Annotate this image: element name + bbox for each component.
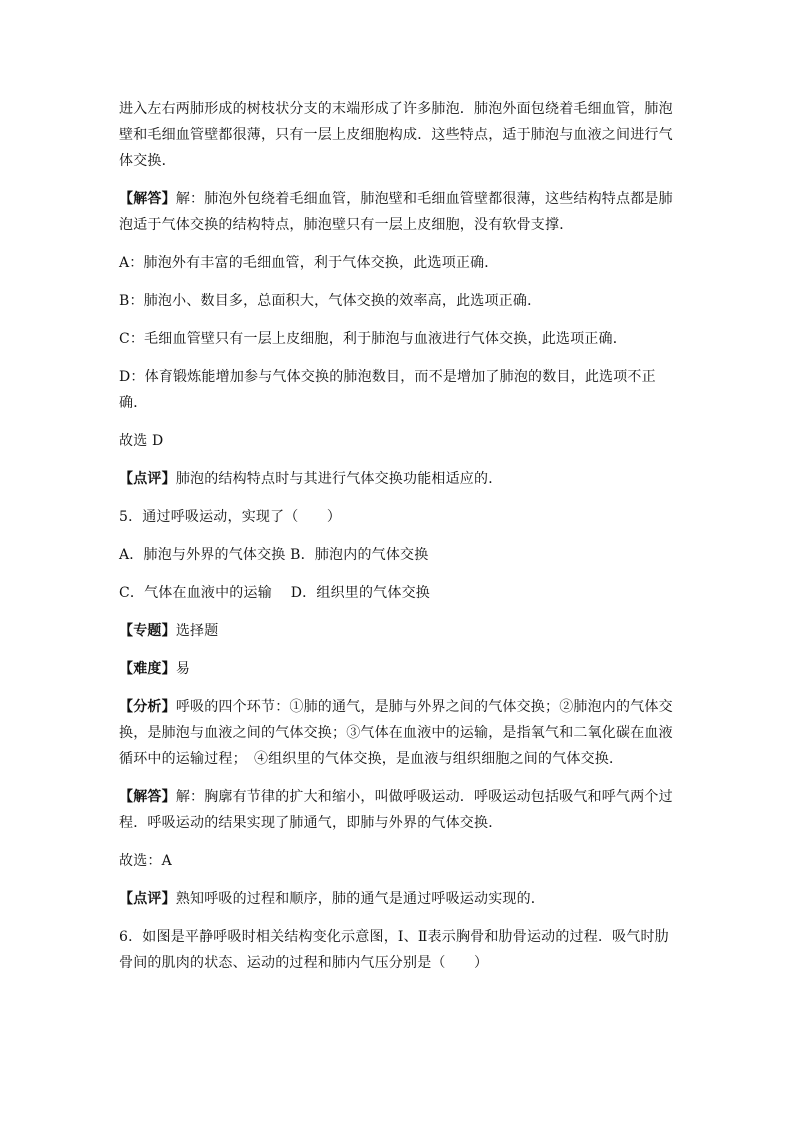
answer-choice-2-text: 故选：A xyxy=(119,853,172,869)
analysis-text: 呼吸的四个环节：①肺的通气，是肺与外界之间的气体交换；②肺泡内的气体交换，是肺泡与血液之间的气体交换；③气体在血液中的运输，是指氧气和二氧化碳在血液循环中的运输过程； ④组织里的气体交换，是血液与组织细胞之间的气体交换． xyxy=(119,699,673,767)
section-tag-answer: 【解答】 xyxy=(119,191,176,207)
paragraph-1-text: 进入左右两肺形成的树枝状分支的末端形成了许多肺泡．肺泡外面包绕着毛细血管，肺泡壁和毛细血管壁都很薄，只有一层上皮细胞构成．这些特点，适于肺泡与血液之间进行气体交换． xyxy=(119,101,673,169)
comment-1-text: 肺泡的结构特点时与其进行气体交换功能相适应的． xyxy=(175,471,503,487)
topic-line xyxy=(119,618,677,644)
answer-paragraph-2 xyxy=(119,784,677,836)
question-5-options-cd-text: C．气体在血液中的运输 D．组织里的气体交换 xyxy=(119,585,430,601)
difficulty-text: 易 xyxy=(175,661,191,677)
option-b-text: B：肺泡小、数目多，总面积大，气体交换的效率高，此选项正确． xyxy=(119,293,542,309)
question-6-text: 6．如图是平静呼吸时相关结构变化示意图，Ⅰ、Ⅱ表示胸骨和肋骨运动的过程．吸气时肋骨间的肌肉的状态、运动的过程和肺内气压分别是（ ） xyxy=(119,929,669,971)
comment-2 xyxy=(119,886,677,912)
section-tag-topic: 【专题】 xyxy=(119,623,176,639)
question-6 xyxy=(119,924,677,976)
section-tag-comment-2: 【点评】 xyxy=(119,891,176,907)
option-d-text: D：体育锻炼能增加参与气体交换的肺泡数目，而不是增加了肺泡的数目，此选项不正确． xyxy=(119,369,656,411)
section-tag-difficulty: 【难度】 xyxy=(119,661,176,677)
analysis-paragraph xyxy=(119,694,677,772)
page-content xyxy=(119,96,677,988)
answer-paragraph-2-text: 解：胸廓有节律的扩大和缩小，叫做呼吸运动．呼吸运动包括吸气和呼气两个过程．呼吸运动的结果实现了肺通气，即肺与外界的气体交换． xyxy=(119,789,673,831)
question-5-options-ab-text: A．肺泡与外界的气体交换 B．肺泡内的气体交换 xyxy=(119,547,429,563)
paragraph-2-text: 解：肺泡外包绕着毛细血管，肺泡壁和毛细血管壁都很薄，这些结构特点都是肺泡适于气体交换的结构特点，肺泡壁只有一层上皮细胞，没有软骨支撑． xyxy=(119,191,673,233)
section-tag-analysis: 【分析】 xyxy=(119,699,176,715)
section-tag-answer-2: 【解答】 xyxy=(119,789,176,805)
option-c-text: C：毛细血管壁只有一层上皮细胞，利于肺泡与血液进行气体交换，此选项正确． xyxy=(119,331,627,347)
comment-2-text: 熟知呼吸的过程和顺序，肺的通气是通过呼吸运动实现的． xyxy=(175,891,546,907)
answer-choice-2 xyxy=(119,848,677,874)
section-tag-comment: 【点评】 xyxy=(119,471,176,487)
paragraph-2-answer xyxy=(119,186,677,238)
option-a-explanation xyxy=(119,250,677,276)
option-d-explanation xyxy=(119,364,677,416)
topic-text: 选择题 xyxy=(175,623,219,639)
question-5 xyxy=(119,504,677,530)
option-c-explanation xyxy=(119,326,677,352)
question-5-options-cd xyxy=(119,580,677,606)
option-b-explanation xyxy=(119,288,677,314)
question-5-options-ab xyxy=(119,542,677,568)
answer-choice-1-text: 故选 D xyxy=(119,433,164,449)
answer-choice-1 xyxy=(119,428,677,454)
comment-1 xyxy=(119,466,677,492)
paragraph-1 xyxy=(119,96,677,174)
difficulty-line xyxy=(119,656,677,682)
option-a-text: A：肺泡外有丰富的毛细血管，利于气体交换，此选项正确． xyxy=(119,255,499,271)
question-5-text: 5．通过呼吸运动，实现了（ ） xyxy=(119,509,342,525)
